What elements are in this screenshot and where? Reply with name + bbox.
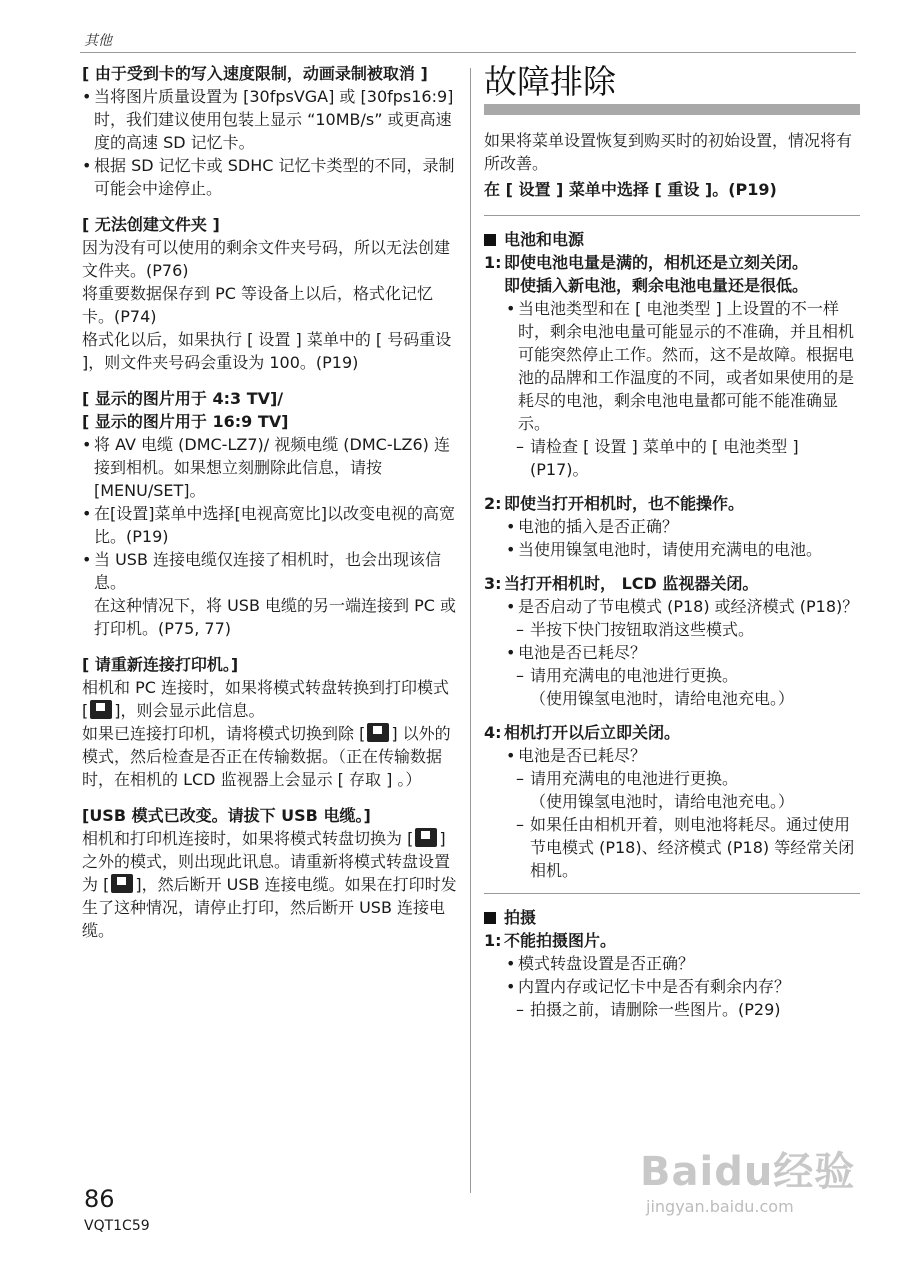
- answer-subitem: – 请用充满电的电池进行更换。: [516, 666, 739, 685]
- category-heading: 拍摄: [484, 906, 860, 929]
- divider: [484, 215, 860, 216]
- paragraph: 格式化以后，如果执行 [ 设置 ] 菜单中的 [ 号码重设 ]，则文件夹号码会重设为 100。(P19): [82, 330, 452, 372]
- bullet-item: • 在[设置]菜单中选择[电视高宽比]以改变电视的高宽比。(P19): [82, 504, 455, 546]
- intro-text: 如果将菜单设置恢复到购买时的初始设置，情况将有所改善。: [484, 131, 853, 173]
- section-tv-aspect: [82, 387, 460, 640]
- answer-item: • 电池的插入是否正确？: [506, 517, 679, 536]
- model-code: VQT1C59: [84, 1218, 150, 1234]
- section-reconnect-printer: [82, 653, 460, 791]
- section-title: [ 显示的图片用于 4:3 TV]/: [82, 389, 284, 408]
- section-movie-cancelled: [82, 62, 460, 200]
- bullet-item: • 当将图片质量设置为 [30fpsVGA] 或 [30fps16:9] 时，我们建议使用包装上显示 “10MB/s” 或更高速度的高速 SD 记忆卡。: [82, 87, 454, 152]
- printer-icon: [90, 700, 112, 719]
- square-bullet-icon: [484, 912, 496, 924]
- paragraph: 在这种情况下，将 USB 电缆的另一端连接到 PC 或打印机。(P75, 77): [94, 596, 457, 638]
- section-title: [USB 模式已改变。请拔下 USB 电缆。]: [82, 806, 371, 825]
- header-rule: [80, 52, 856, 53]
- answer-item: • 电池是否已耗尽？: [506, 746, 647, 765]
- paragraph: 因为没有可以使用的剩余文件夹号码，所以无法创建文件夹。(P76): [82, 238, 451, 280]
- question-item: 1: 即使电池电量是满的，相机还是立刻关闭。 即使插入新电池，剩余电池电量还是很低。 • 当电池类型和在 [ 电池类型 ] 上设置的不一样时，剩余电池电量可能显示的不准确，并且相机可能突然停止工作。然而，这不是故障。根据电池的品牌和工作温度的不同，或者如果使用的是耗尽的电池，剩余电池电量都可能不能准确显示。 – 请检查 [ 设置 ] 菜单中的 [ 电池类型 ] (P17)。: [484, 251, 860, 481]
- title-bar: [484, 104, 860, 115]
- answer-item: • 当使用镍氢电池时，请使用充满电的电池。: [506, 540, 823, 559]
- printer-icon: [111, 874, 133, 893]
- section-title: [ 由于受到卡的写入速度限制，动画录制被取消 ]: [82, 64, 428, 83]
- printer-icon: [367, 723, 389, 742]
- bullet-item: • 根据 SD 记忆卡或 SDHC 记忆卡类型的不同，录制可能会中途停止。: [82, 156, 455, 198]
- instruction-text: 在 [ 设置 ] 菜单中选择 [ 重设 ]。(P19): [484, 180, 777, 199]
- question-item: 2: 即使当打开相机时，也不能操作。 • 电池的插入是否正确？ • 当使用镍氢电池时，请使用充满电的电池。: [484, 492, 860, 561]
- watermark: [640, 1140, 855, 1216]
- section-title: [ 请重新连接打印机。]: [82, 655, 239, 674]
- answer-subitem: – 请用充满电的电池进行更换。: [516, 769, 739, 788]
- section-title: [ 显示的图片用于 16:9 TV]: [82, 412, 289, 431]
- paragraph: 相机和 PC 连接时，如果将模式转盘转换到打印模式 [ ]，则会显示此信息。: [82, 678, 449, 720]
- paragraph: 将重要数据保存到 PC 等设备上以后，格式化记忆卡。(P74): [82, 284, 433, 326]
- answer-item: • 内置内存或记忆卡中是否有剩余内存？: [506, 977, 791, 996]
- paragraph: 相机和打印机连接时，如果将模式转盘切换为 [ ] 之外的模式，则出现此讯息。请重新将模式转盘设置为 [ ]，然后断开 USB 连接电缆。如果在打印时发生了这种情况，请停止打印，然后断开 USB 连接电缆。: [82, 829, 457, 940]
- section-title: [ 无法创建文件夹 ]: [82, 215, 220, 234]
- watermark-logo: Baidu经验: [640, 1149, 856, 1195]
- answer-subitem: – 如果任由相机开着，则电池将耗尽。通过使用节电模式 (P18)、经济模式 (P18) 等经常关闭相机。: [516, 815, 855, 880]
- category-heading: 电池和电源: [484, 228, 860, 251]
- printer-icon: [415, 828, 437, 847]
- question-item: 1: 不能拍摄图片。 • 模式转盘设置是否正确？ • 内置内存或记忆卡中是否有剩余内存？ – 拍摄之前，请删除一些图片。(P29): [484, 929, 860, 1021]
- left-column: [82, 62, 460, 955]
- question-item: 3: 当打开相机时， LCD 监视器关闭。 • 是否启动了节电模式 (P18) 或经济模式 (P18)？ – 半按下快门按钮取消这些模式。 • 电池是否已耗尽？ – 请用充满电的电池进行更换。 （使用镍氢电池时，请给电池充电。）: [484, 574, 859, 708]
- square-bullet-icon: [484, 234, 496, 246]
- paragraph: 如果已连接打印机，请将模式切换到除 [ ] 以外的模式，然后检查是否正在传输数据。（正在传输数据时，在相机的 LCD 监视器上会显示 [ 存取 ] 。）: [82, 724, 451, 789]
- right-column: [484, 62, 860, 1032]
- answer-subitem: – 请检查 [ 设置 ] 菜单中的 [ 电池类型 ] (P17)。: [516, 437, 799, 479]
- page-number: 86: [84, 1185, 115, 1213]
- divider: [484, 893, 860, 894]
- answer-note: （使用镍氢电池时，请给电池充电。）: [530, 689, 795, 708]
- answer-subitem: – 拍摄之前，请删除一些图片。(P29): [516, 1000, 781, 1019]
- bullet-item: • 将 AV 电缆 (DMC-LZ7)/ 视频电缆 (DMC-LZ6) 连接到相机。如果想立刻删除此信息，请按 [MENU/SET]。: [82, 435, 450, 500]
- answer-item: • 当电池类型和在 [ 电池类型 ] 上设置的不一样时，剩余电池电量可能显示的不准确，并且相机可能突然停止工作。然而，这不是故障。根据电池的品牌和工作温度的不同，或者如果使用的是耗尽的电池，剩余电池电量都可能不能准确显示。: [506, 299, 855, 433]
- answer-item: • 模式转盘设置是否正确？: [506, 954, 695, 973]
- question-item: 4: 相机打开以后立即关闭。 • 电池是否已耗尽？ – 请用充满电的电池进行更换。 （使用镍氢电池时，请给电池充电。） – 如果任由相机开着，则电池将耗尽。通过使用节电模式 (P18)、经济模式 (P18) 等经常关闭相机。: [484, 721, 860, 882]
- column-divider: [470, 68, 471, 1193]
- watermark-url: jingyan.baidu.com: [646, 1197, 794, 1216]
- answer-subitem: – 半按下快门按钮取消这些模式。: [516, 620, 755, 639]
- section-header: 其他: [84, 33, 112, 49]
- section-cannot-create-folder: [82, 213, 460, 374]
- answer-note: （使用镍氢电池时，请给电池充电。）: [530, 792, 795, 811]
- answer-item: • 是否启动了节电模式 (P18) 或经济模式 (P18)？: [506, 597, 859, 616]
- bullet-item: • 当 USB 连接电缆仅连接了相机时，也会出现该信息。: [82, 550, 442, 592]
- section-usb-mode-changed: [82, 804, 460, 942]
- page-title: 故障排除: [484, 62, 616, 101]
- answer-item: • 电池是否已耗尽？: [506, 643, 647, 662]
